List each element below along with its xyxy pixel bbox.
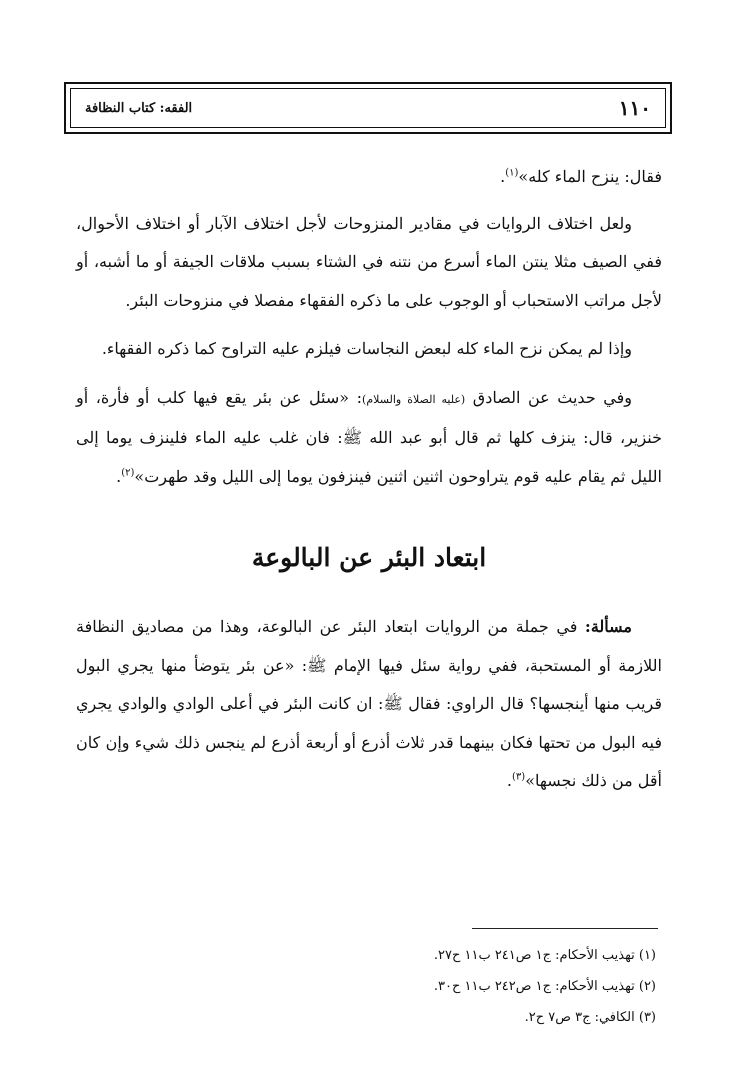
paragraph-3: وإذا لم يمكن نزح الماء كله لبعض النجاسات فيلزم عليه التراوح كما ذكره الفقهاء.	[101, 339, 632, 358]
paragraph-4	[76, 379, 662, 497]
section-heading: ابتعاد البئر عن البالوعة	[251, 543, 487, 572]
footnotes	[76, 940, 656, 1033]
footnote-separator	[472, 928, 658, 929]
footnote-1: (١) تهذيب الأحكام: ج١ ص٢٤١ ب١١ ح٢٧.	[433, 948, 656, 963]
footnote-ref-2: (٢)	[121, 467, 135, 479]
paragraph-1	[76, 158, 662, 197]
running-title: الفقه: كتاب النظافة	[85, 100, 193, 116]
page-number: ١١٠	[618, 96, 651, 120]
footnote-3: (٣) الكافي: ج٣ ص٧ ح٢.	[524, 1010, 656, 1025]
header-inner	[70, 88, 666, 128]
issue-label: مسألة:	[584, 617, 632, 636]
paragraph-5	[76, 608, 662, 801]
paragraph-1-text: فقال: ينزح الماء كله»	[518, 167, 662, 186]
salutation: (عليه الصلاة والسلام)	[362, 392, 466, 406]
body-text	[76, 158, 662, 801]
paragraph-4-end: .	[116, 466, 122, 486]
header-frame	[64, 82, 672, 134]
footnote-ref-3: (٣)	[512, 771, 526, 783]
paragraph-5-text: في جملة من الروايات ابتعاد البئر عن البالوعة، وهذا من مصاديق النظافة اللازمة أو المستحبة، ففي رواية سئل فيها الإمام ﷺ: «عن بئر يتوضأ منها يجري البول قريب منها أينجسها؟ قال الراوي: فقال ﷺ: ان كانت البئر في أعلى الوادي والوادي يجري فيه البول من تحتها فكان بينهما قدر ثلاث أذرع أو أربعة أذرع لم ينجس ذلك شيء وإن كان أقل من ذلك نجسها»	[76, 617, 663, 790]
paragraph-5-end: .	[506, 771, 513, 790]
paragraph-4-before: وفي حديث عن الصادق	[472, 387, 632, 407]
paragraph-2: ولعل اختلاف الروايات في مقادير المنزوحات لأجل اختلاف الآبار أو اختلاف الأحوال، ففي الصيف مثلا ينتن الماء أسرع من نتنه في الشتاء بسبب ملاقات الجيفة أو ما أشبه، أو لأجل مراتب الاستحباب أو الوجوب على ما ذكره الفقهاء مفصلا في منزوحات البئر.	[76, 213, 662, 310]
footnote-ref-1: (١)	[505, 167, 519, 179]
paragraph-1-end: .	[500, 167, 506, 186]
paragraph-4-after: : «سئل عن بئر يقع فيها كلب أو فأرة، أو خنزير، قال: ينزف كلها ثم قال أبو عبد الله ﷺ: فان غلب عليه الماء فلينزف يوما إلى الليل ثم يقام عليه قوم يتراوحون اثنين اثنين فينزفون يوما إلى الليل وقد طهرت»	[76, 387, 662, 486]
footnote-2: (٢) تهذيب الأحكام: ج١ ص٢٤٢ ب١١ ح٣٠.	[433, 979, 656, 994]
